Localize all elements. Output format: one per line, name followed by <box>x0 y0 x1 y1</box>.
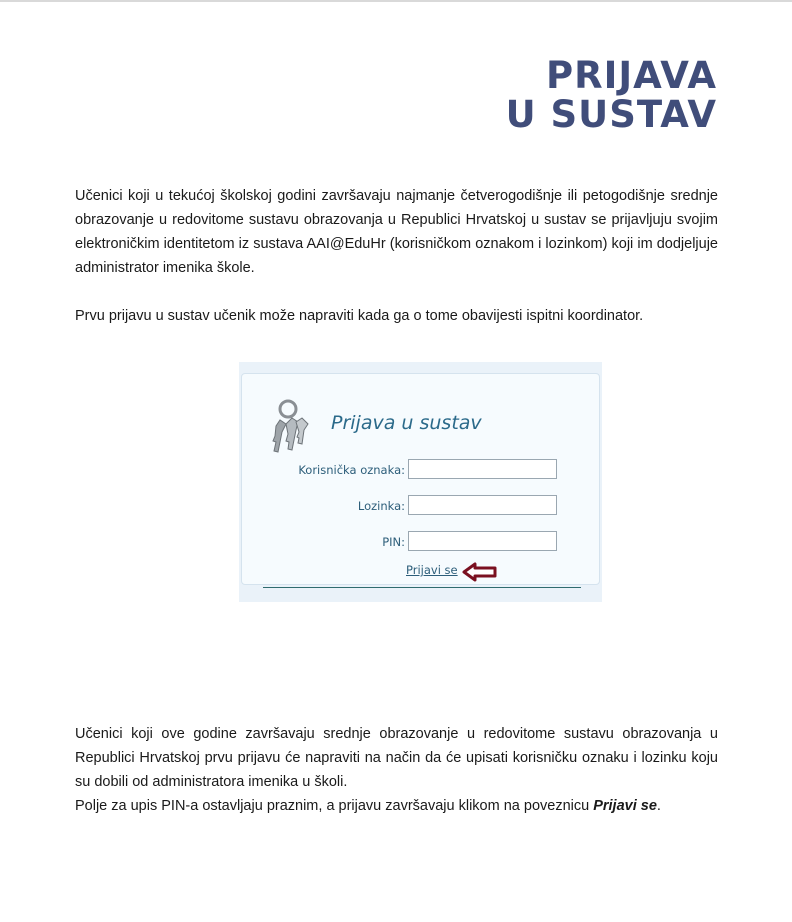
password-field[interactable] <box>408 495 557 515</box>
page-title-line2: U SUSTAV <box>505 93 717 136</box>
username-label: Korisnička oznaka: <box>298 463 405 477</box>
form-divider <box>263 587 581 588</box>
pin-field[interactable] <box>408 531 557 551</box>
top-divider <box>0 0 792 2</box>
pin-note-paragraph <box>75 794 718 818</box>
instructions-paragraph: Učenici koji ove godine završavaju srednje obrazovanje u redovitome sustavu obrazovanja u Republici Hrvatskoj prvu prijavu će napraviti na način da će upisati korisničku oznaku i lozinku koju su dobili od administratora imenika u školi. <box>75 726 718 790</box>
pin-note-prefix: Polje za upis PIN-a ostavljaju praznim, a prijavu završavaju klikom na poveznicu <box>75 798 594 814</box>
username-field[interactable] <box>408 459 557 479</box>
password-label: Lozinka: <box>357 499 405 513</box>
login-link[interactable]: Prijavi se <box>406 563 458 577</box>
intro-paragraph: Učenici koji u tekućoj školskoj godini završavaju najmanje četverogodišnje ili petogodišnje srednje obrazovanje u redovitome sustavu obrazovanja u Republici Hrvatskoj u sustav se prijavljuju svojim elektroničkim identitetom iz sustava AAI@EduHr (korisničkom oznakom i lozinkom) koji im dodjeljuje administrator imenika škole. <box>75 188 718 276</box>
login-title: Prijava u sustav <box>331 412 482 434</box>
pin-note-suffix: . <box>656 798 661 814</box>
login-panel <box>241 373 600 585</box>
page-title-line1: PRIJAVA <box>545 54 717 97</box>
keys-icon <box>270 398 316 458</box>
pin-note-link: Prijavi se <box>593 798 657 814</box>
pin-label: PIN: <box>382 535 405 549</box>
arrow-left-icon <box>462 562 498 582</box>
first-login-paragraph: Prvu prijavu u sustav učenik može napraviti kada ga o tome obavijesti ispitni koordinator. <box>75 308 644 324</box>
login-screenshot <box>239 362 602 602</box>
page-title <box>506 56 717 134</box>
